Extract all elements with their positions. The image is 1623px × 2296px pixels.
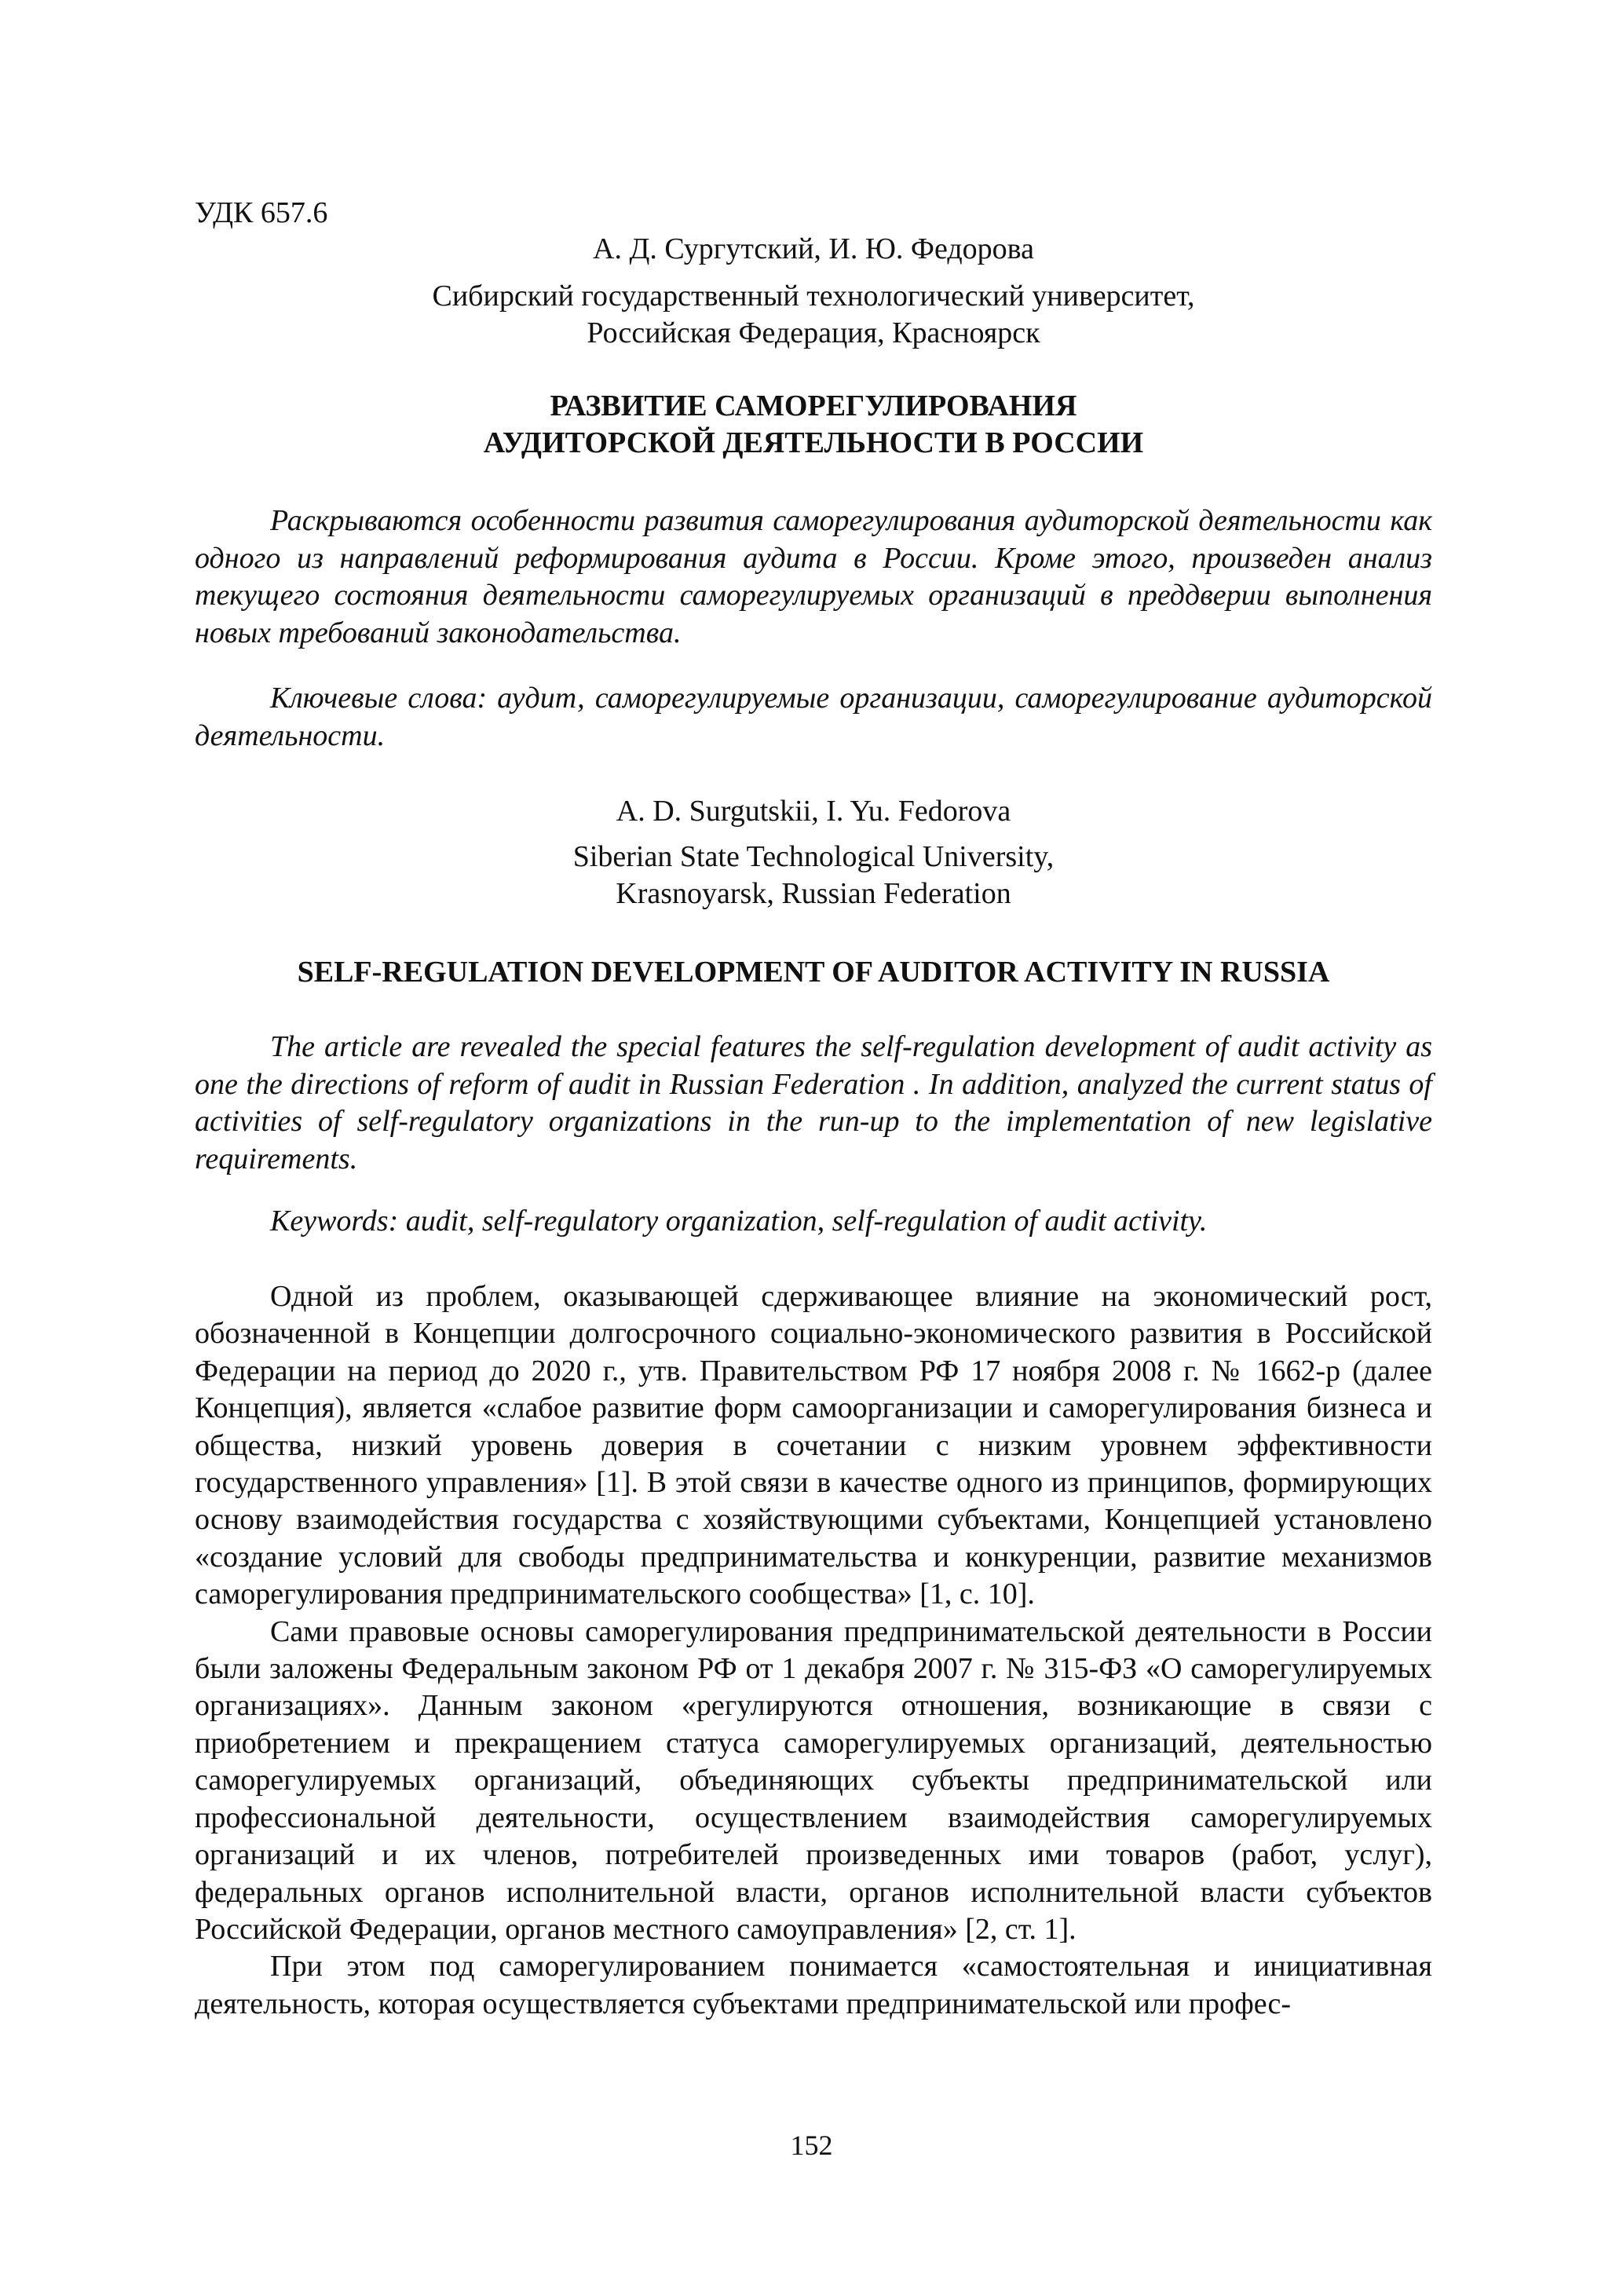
page-number: 152 [790,2130,833,2161]
abstract-en-text: The article are revealed the special features the self-regulation development of audit activity as one the directions of reform of audit in Russian Federation . In addition, analyzed the current status of activities of self-regulatory organizations in the run-up to the implementation of new legislative requirements. [195,1030,1432,1175]
title-ru-line1: РАЗВИТИЕ САМОРЕГУЛИРОВАНИЯ [550,389,1077,422]
affiliation-ru [195,278,1432,352]
title-en: SELF-REGULATION DEVELOPMENT OF AUDITOR ACTIVITY IN RUSSIA [297,956,1330,989]
affiliation-en [195,839,1432,912]
abstract-ru [195,503,1432,652]
authors-en: A. D. Surgutskii, I. Yu. Fedorova [616,795,1011,828]
keywords-ru-text: Ключевые слова: аудит, саморегулируемые организации, саморегулирование аудиторской деятельности. [195,682,1432,752]
authors-ru: А. Д. Сургутский, И. Ю. Федорова [593,232,1034,265]
abstract-ru-text: Раскрываются особенности развития саморегулирования аудиторской деятельности как одного из направлений реформирования аудита в России. Кроме этого, произведен анализ текущего состояния деятельности саморегулируемых организаций в преддверии выполнения новых требований законодательства. [195,504,1432,649]
affiliation-en-line1: Siberian State Technological University, [572,840,1055,873]
affiliation-en-line2: Krasnoyarsk, Russian Federation [616,877,1011,910]
title-ru-line2: АУДИТОРСКОЙ ДЕЯТЕЛЬНОСТИ В РОССИИ [483,426,1144,459]
body-paragraph-3: При этом под саморегулированием понимается «самостоятельная и инициативная деятельность, которая осуществляется субъектами предпринимательской или профес- [195,1950,1432,2020]
title-ru [195,388,1432,462]
udk-code: УДК 657.6 [195,196,328,229]
keywords-en-text: Keywords: audit, self-regulatory organization, self-regulation of audit activity. [270,1205,1208,1238]
body-paragraph-2: Сами правовые основы саморегулирования предпринимательской деятельности в России были заложены Федеральным законом РФ от 1 декабря 2007 г. № 315-ФЗ «О саморегулируемых организациях». Данным законом «регулируются отношения, возникающие в связи с приобретением и прекращением статуса саморегулируемых организаций, деятельностью саморегулируемых организаций, объединяющих субъекты предпринимательской или профессиональной деятельности, осуществлением взаимодействия саморегулируемых организаций и их членов, потребителей произведенных ими товаров (работ, услуг), федеральных органов исполнительной власти, органов исполнительной власти субъектов Российской Федерации, органов местного самоуправления» [2, ст. 1]. [195,1614,1432,1946]
affiliation-ru-line1: Сибирский государственный технологический университет, [432,280,1195,313]
keywords-en [195,1203,1432,1241]
body-paragraph-1: Одной из проблем, оказывающей сдерживающее влияние на экономический рост, обозначенной в Концепции долгосрочного социально-экономического развития в Российской Федерации на период до 2020 г., утв. Правительством РФ 17 ноября 2008 г. № 1662-р (далее Концепция), является «слабое развитие форм самоорганизации и саморегулирования бизнеса и общества, низкий уровень доверия в сочетании с низким уровнем эффективности государственного управления» [1]. В этой связи в качестве одного из принципов, формирующих основу взаимодействия государства с хозяйствующими субъектами, Концепцией установлено «создание условий для свободы предпринимательства и конкуренции, развитие механизмов саморегулирования предпринимательского сообщества» [1, с. 10]. [195,1280,1432,1611]
keywords-ru [195,680,1432,755]
body-text [195,1278,1432,2023]
abstract-en [195,1029,1432,1178]
affiliation-ru-line2: Российская Федерация, Красноярск [587,316,1040,349]
